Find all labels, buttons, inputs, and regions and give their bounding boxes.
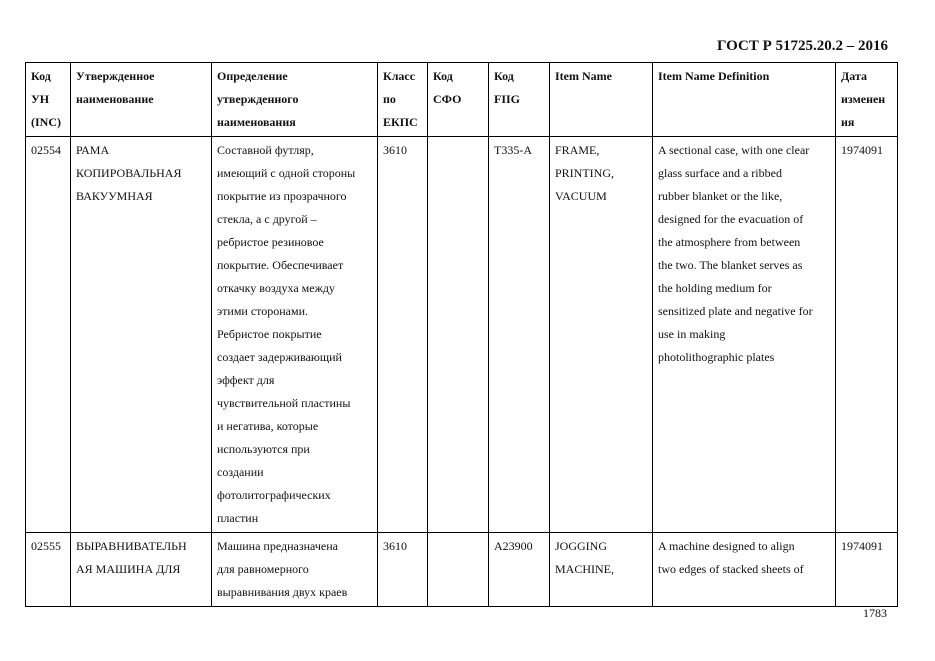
cell-item-definition: A machine designed to align two edges of stacked sheets of [653,533,836,607]
column-header-date: Дата изменен ия [836,63,898,137]
table-header-row [26,63,898,137]
cell-date: 1974091 [836,533,898,607]
column-header-sfo: Код СФО [428,63,489,137]
column-header-definition: Определение утвержденного наименования [212,63,378,137]
cell-definition: Машина предназначена для равномерного выравнивания двух краев [212,533,378,607]
column-header-item-definition: Item Name Definition [653,63,836,137]
cell-inc: 02555 [26,533,71,607]
cell-name: РАМА КОПИРОВАЛЬНАЯ ВАКУУМНАЯ [71,137,212,533]
cell-inc: 02554 [26,137,71,533]
column-header-inc: Код УН (INC) [26,63,71,137]
cell-item-name: JOGGING MACHINE, [550,533,653,607]
cell-sfo [428,533,489,607]
catalog-table [25,62,898,607]
column-header-item-name: Item Name [550,63,653,137]
column-header-name: Утвержденное наименование [71,63,212,137]
cell-date: 1974091 [836,137,898,533]
cell-definition: Составной футляр, имеющий с одной стороны покрытие из прозрачного стекла, а с другой – ребристое резиновое покрытие. Обеспечивает откачку воздуха между этими сторонами. Ребристое покрытие создает задерживающий эффект для чувствительной пластины и негатива, которые используются при создании фотолитографических пластин [212,137,378,533]
document-header: ГОСТ Р 51725.20.2 – 2016 [716,38,888,54]
table-row [26,137,898,533]
cell-name: ВЫРАВНИВАТЕЛЬН АЯ МАШИНА ДЛЯ [71,533,212,607]
cell-item-name: FRAME, PRINTING, VACUUM [550,137,653,533]
page-number: 1783 [863,606,887,620]
cell-class: 3610 [378,137,428,533]
cell-item-definition: A sectional case, with one clear glass surface and a ribbed rubber blanket or the like, designed for the evacuation of the atmosphere from between the two. The blanket serves as the holding medium for sensitized plate and negative for use in making photolithographic plates [653,137,836,533]
cell-class: 3610 [378,533,428,607]
cell-sfo [428,137,489,533]
cell-fiig: A23900 [489,533,550,607]
column-header-class: Класс по ЕКПС [378,63,428,137]
table-row [26,533,898,607]
cell-fiig: T335-A [489,137,550,533]
column-header-fiig: Код FIIG [489,63,550,137]
